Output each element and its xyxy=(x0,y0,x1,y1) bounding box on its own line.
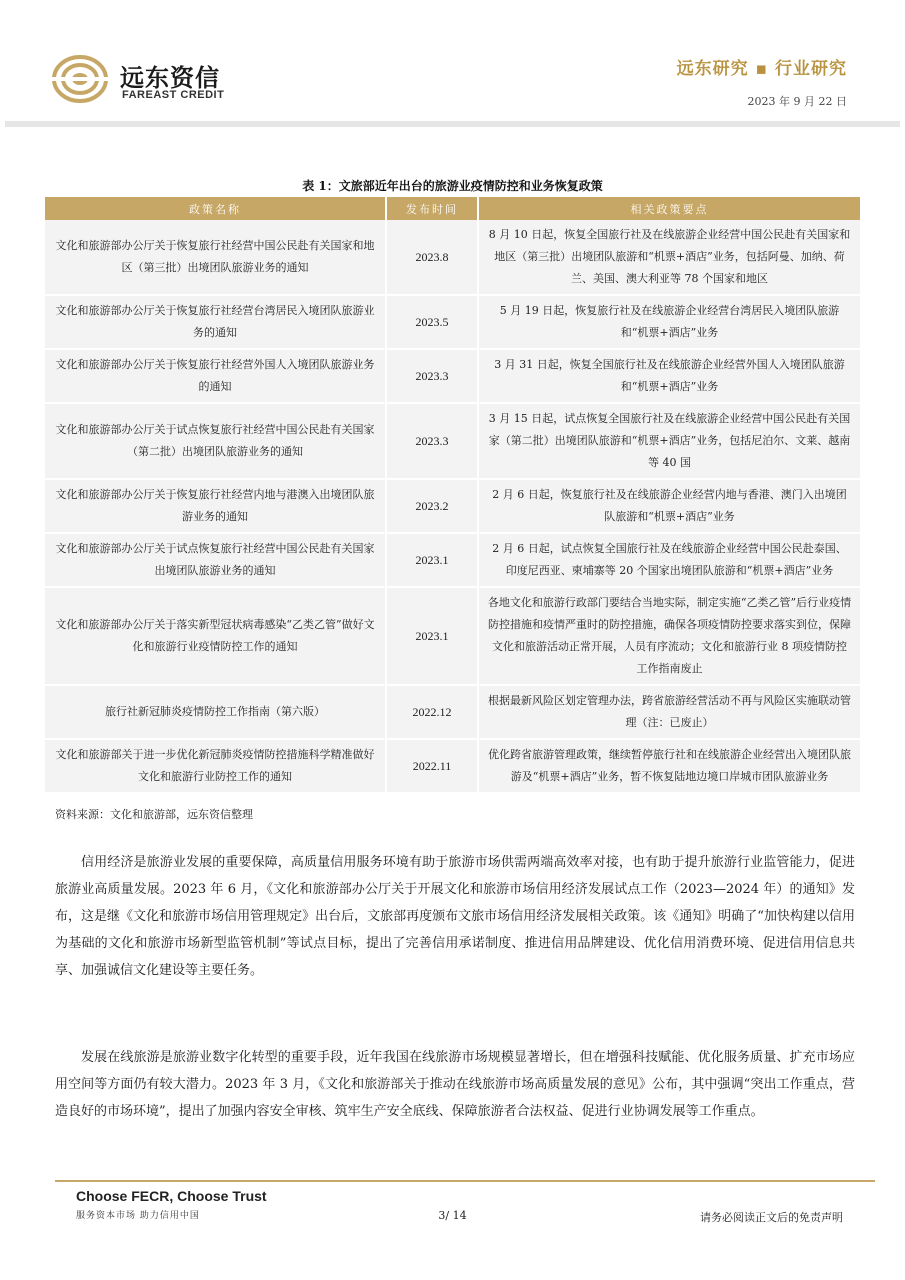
policy-points-cell: 5 月 19 日起，恢复旅行社及在线旅游企业经营台湾居民入境团队旅游和“机票+酒店”业务 xyxy=(478,295,860,349)
policy-date-cell: 2023.3 xyxy=(386,403,478,479)
policy-date-cell: 2022.12 xyxy=(386,685,478,739)
report-date: 2023 年 9 月 22 日 xyxy=(747,95,847,108)
body-paragraph-online-tourism: 发展在线旅游是旅游业数字化转型的重要手段，近年我国在线旅游市场规模显著增长，但在增强科技赋能、优化服务质量、扩充市场应用空间等方面仍有较大潜力。2023 年 3 月，《文化和旅游部关于推动在线旅游市场高质量发展的意见》公布，其中强调“突出工作重点，营造良好的市场环境”，提出了加强内容安全审核、筑牢生产安全底线、保障旅游者合法权益、促进行业协调发展等工作重点。 xyxy=(55,1050,855,1119)
table-row xyxy=(45,739,860,793)
policy-points-cell: 各地文化和旅游行政部门要结合当地实际，制定实施“乙类乙管”后行业疫情防控措施和疫情严重时的防控措施，确保各项疫情防控要求落实到位，保障文化和旅游活动正常开展，人员有序流动；文化和旅游行业 8 项疫情防控工作指南废止 xyxy=(478,587,860,685)
policy-date-cell: 2023.1 xyxy=(386,587,478,685)
policy-name-cell: 文化和旅游部办公厅关于试点恢复旅行社经营中国公民赴有关国家（第二批）出境团队旅游业务的通知 xyxy=(45,403,386,479)
policy-date-cell: 2023.5 xyxy=(386,295,478,349)
policy-date-cell: 2022.11 xyxy=(386,739,478,793)
column-header-name: 政策名称 xyxy=(45,197,386,220)
brand-name-cn: 远东资信 xyxy=(120,64,220,92)
table-row xyxy=(45,685,860,739)
table-header-row xyxy=(45,197,860,220)
footer-slogan: Choose FECR, Choose Trust xyxy=(76,1188,267,1204)
page-header xyxy=(0,0,905,128)
policy-points-cell: 根据最新风险区划定管理办法，跨省旅游经营活动不再与风险区实施联动管理（注：已废止） xyxy=(478,685,860,739)
table-row xyxy=(45,479,860,533)
table-row xyxy=(45,403,860,479)
table-row xyxy=(45,349,860,403)
fareast-credit-logo-icon xyxy=(50,52,110,106)
table-source-note: 资料来源：文化和旅游部，远东资信整理 xyxy=(55,808,253,821)
header-divider xyxy=(5,121,900,127)
policy-name-cell: 旅行社新冠肺炎疫情防控工作指南（第六版） xyxy=(45,685,386,739)
report-category: 远东研究 ▪ 行业研究 xyxy=(676,59,847,79)
footer-subslogan: 服务资本市场 助力信用中国 xyxy=(76,1211,200,1221)
policy-date-cell: 2023.1 xyxy=(386,533,478,587)
policy-date-cell: 2023.3 xyxy=(386,349,478,403)
table-row xyxy=(45,587,860,685)
policy-name-cell: 文化和旅游部办公厅关于恢复旅行社经营台湾居民入境团队旅游业务的通知 xyxy=(45,295,386,349)
policy-points-cell: 2 月 6 日起，试点恢复全国旅行社及在线旅游企业经营中国公民赴泰国、印度尼西亚、柬埔寨等 20 个国家出境团队旅游和“机票+酒店”业务 xyxy=(478,533,860,587)
body-paragraph-credit-economy: 信用经济是旅游业发展的重要保障，高质量信用服务环境有助于旅游市场供需两端高效率对接，也有助于提升旅游行业监管能力，促进旅游业高质量发展。2023 年 6 月，《文化和旅游部办公厅关于开展文化和旅游市场信用经济发展试点工作（2023—2024 年）的通知》发布，这是继《文化和旅游市场信用管理规定》出台后，文旅部再度颁布文旅市场信用经济发展相关政策。该《通知》明确了“加快构建以信用为基础的文化和旅游市场新型监管机制”等试点目标，提出了完善信用承诺制度、推进信用品牌建设、优化信用消费环境、促进信用信息共享、加强诚信文化建设等主要任务。 xyxy=(55,855,855,978)
policy-points-cell: 8 月 10 日起，恢复全国旅行社及在线旅游企业经营中国公民赴有关国家和地区（第三批）出境团队旅游和“机票+酒店”业务，包括阿曼、加纳、荷兰、美国、澳大利亚等 78 个国家和地区 xyxy=(478,220,860,295)
table-title: 表 1：文旅部近年出台的旅游业疫情防控和业务恢复政策 xyxy=(302,179,603,193)
table-row xyxy=(45,295,860,349)
footer-disclaimer: 请务必阅读正文后的免责声明 xyxy=(700,1211,843,1224)
policy-date-cell: 2023.2 xyxy=(386,479,478,533)
footer-divider xyxy=(55,1180,875,1182)
policy-points-cell: 2 月 6 日起，恢复旅行社及在线旅游企业经营内地与香港、澳门入出境团队旅游和“机票+酒店”业务 xyxy=(478,479,860,533)
policy-points-cell: 3 月 31 日起，恢复全国旅行社及在线旅游企业经营外国人入境团队旅游和“机票+酒店”业务 xyxy=(478,349,860,403)
brand-name-en: FAREAST CREDIT xyxy=(122,89,225,101)
table-row xyxy=(45,220,860,295)
page-number: 3/ 14 xyxy=(438,1209,467,1222)
policy-name-cell: 文化和旅游部办公厅关于恢复旅行社经营外国人入境团队旅游业务的通知 xyxy=(45,349,386,403)
column-header-points: 相关政策要点 xyxy=(478,197,860,220)
policy-table xyxy=(45,197,860,794)
column-header-date: 发布时间 xyxy=(386,197,478,220)
policy-name-cell: 文化和旅游部办公厅关于落实新型冠状病毒感染“乙类乙管”做好文化和旅游行业疫情防控工作的通知 xyxy=(45,587,386,685)
policy-points-cell: 3 月 15 日起，试点恢复全国旅行社及在线旅游企业经营中国公民赴有关国家（第二批）出境团队旅游和“机票+酒店”业务，包括尼泊尔、文莱、越南等 40 国 xyxy=(478,403,860,479)
policy-name-cell: 文化和旅游部办公厅关于恢复旅行社经营内地与港澳入出境团队旅游业务的通知 xyxy=(45,479,386,533)
policy-points-cell: 优化跨省旅游管理政策，继续暂停旅行社和在线旅游企业经营出入境团队旅游及“机票+酒店”业务，暂不恢复陆地边境口岸城市团队旅游业务 xyxy=(478,739,860,793)
table-row xyxy=(45,533,860,587)
policy-name-cell: 文化和旅游部办公厅关于恢复旅行社经营中国公民赴有关国家和地区（第三批）出境团队旅游业务的通知 xyxy=(45,220,386,295)
policy-name-cell: 文化和旅游部办公厅关于试点恢复旅行社经营中国公民赴有关国家出境团队旅游业务的通知 xyxy=(45,533,386,587)
policy-name-cell: 文化和旅游部关于进一步优化新冠肺炎疫情防控措施科学精准做好文化和旅游行业防控工作的通知 xyxy=(45,739,386,793)
policy-date-cell: 2023.8 xyxy=(386,220,478,295)
